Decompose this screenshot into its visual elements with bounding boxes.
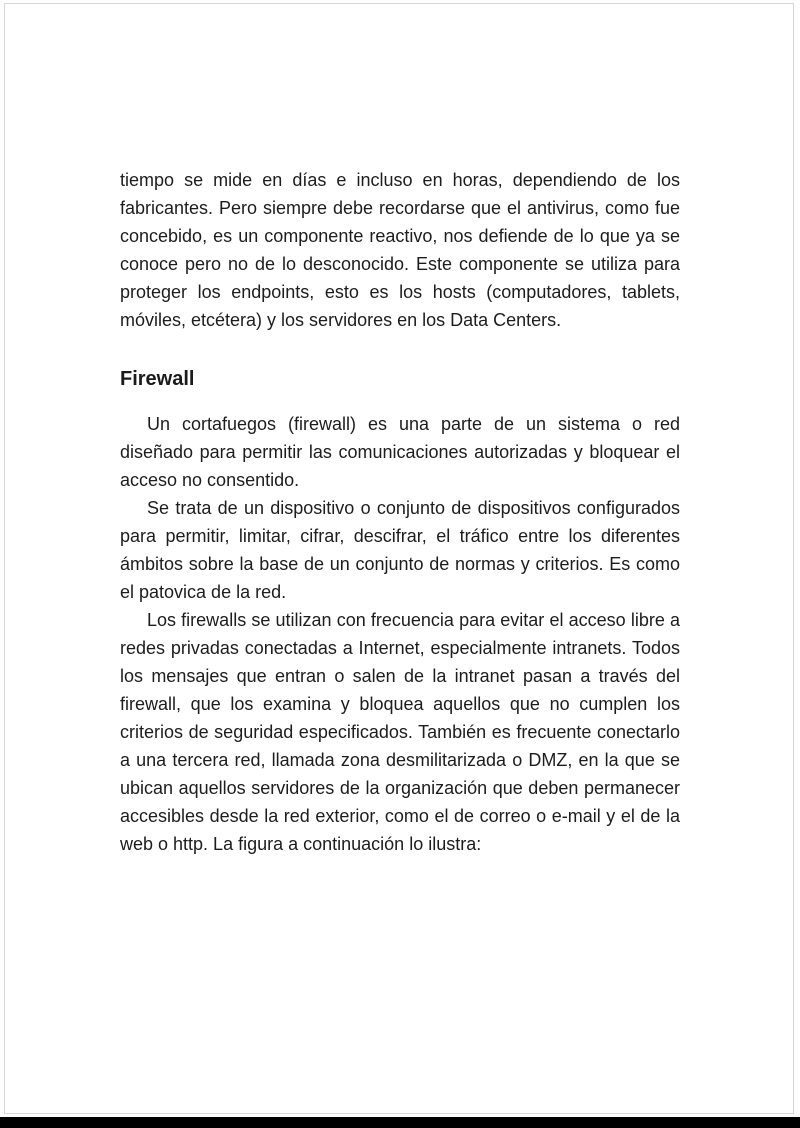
paragraph: Un cortafuegos (firewall) es una parte de un sistema o red diseñado para permitir las comunicaciones autorizadas y bloquear el acceso no consentido. [120, 414, 680, 490]
section-heading-firewall: Firewall [120, 368, 195, 390]
paragraph: Se trata de un dispositivo o conjunto de dispositivos configurados para permitir, limitar, cifrar, descifrar, el tráfico entre los diferentes ámbitos sobre la base de un conjunto de normas y criterios. Es como el patovica de la red. [120, 498, 680, 602]
body-text [120, 166, 680, 858]
paragraph-continuation: tiempo se mide en días e incluso en horas, dependiendo de los fabricantes. Pero siempre debe recordarse que el antivirus, como fue concebido, es un componente reactivo, nos defiende de lo que ya se conoce pero no de lo desconocido. Este componente se utiliza para proteger los endpoints, esto es los hosts (computadores, tablets, móviles, etcétera) y los servidores en los Data Centers. [120, 170, 680, 330]
paragraph: Los firewalls se utilizan con frecuencia para evitar el acceso libre a redes privadas conectadas a Internet, especialmente intranets. Todos los mensajes que entran o salen de la intranet pasan a través del firewall, que los examina y bloquea aquellos que no cumplen los criterios de seguridad especificados. También es frecuente conectarlo a una tercera red, llamada zona desmilitarizada o DMZ, en la que se ubican aquellos servidores de la organización que deben permanecer accesibles desde la red exterior, como el de correo o e-mail y el de la web o http. La figura a continuación lo ilustra: [120, 610, 680, 854]
footer-bar [0, 1117, 800, 1128]
